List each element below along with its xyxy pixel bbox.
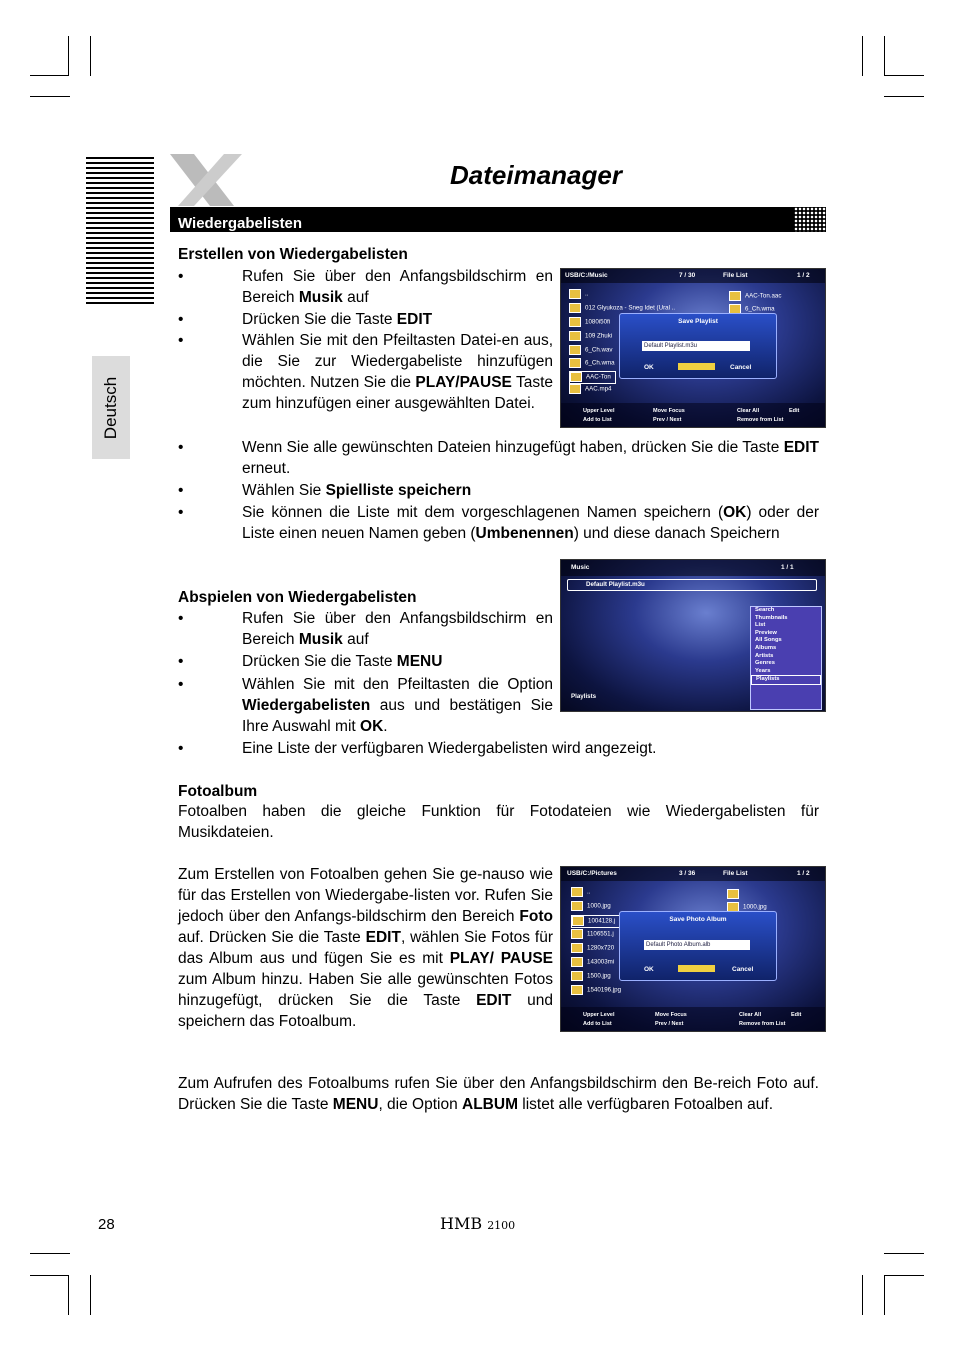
crop-mark bbox=[862, 36, 863, 76]
screen-list-title: File List bbox=[723, 870, 748, 877]
section1-bullet-5: Wählen Sie Spielliste speichern bbox=[242, 482, 472, 499]
save-playlist-dialog bbox=[619, 313, 777, 379]
music-file-icon bbox=[569, 331, 581, 341]
section2-heading: Abspielen von Wiedergabelisten bbox=[178, 589, 417, 606]
file-item: 109 Zhuki bbox=[585, 332, 613, 340]
crop-mark bbox=[30, 1253, 70, 1254]
section3-intro: Fotoalben haben die gleiche Funktion für Fotodateien wie Wiedergabelisten für Musikdateien. bbox=[178, 803, 819, 841]
save-photo-album-dialog bbox=[619, 911, 777, 981]
file-item: 1540196.jpg bbox=[587, 986, 622, 994]
dialog-cancel-button: Cancel bbox=[730, 364, 752, 371]
music-file-icon bbox=[569, 303, 581, 313]
section-bar-dots bbox=[794, 207, 826, 232]
screen-list-count: 1 / 2 bbox=[797, 870, 810, 877]
bullet: • bbox=[178, 653, 184, 670]
screen-topbar bbox=[561, 867, 825, 881]
crop-mark bbox=[884, 96, 924, 97]
crop-mark bbox=[884, 75, 924, 76]
menu-item: Thumbnails bbox=[755, 614, 788, 621]
image-file-icon bbox=[571, 943, 583, 953]
crop-mark bbox=[30, 75, 69, 76]
hint-label: Add to List bbox=[583, 1021, 612, 1027]
crop-mark bbox=[30, 96, 70, 97]
file-item: 143003mi bbox=[587, 958, 615, 966]
section3-paragraph-1: Zum Erstellen von Fotoalben gehen Sie ge-nauso wie für das Erstellen von Wiedergabe-listen vor. Rufen Sie jedoch über den Anfangs-bildschirm den Bereich Foto auf. Drücken Sie die Taste EDIT, wählen Sie Fotos für das Album aus und fügen Sie es mit PLAY/ PAUSE zum Album hinzu. Haben Sie alle gewünschten Fotos hinzugefügt, drücken Sie die Taste EDIT und speichern das Fotoalbum. bbox=[178, 866, 553, 1030]
file-item: 6_Ch.wma bbox=[585, 359, 615, 367]
screenshot-save-playlist bbox=[560, 268, 826, 428]
music-file-icon bbox=[569, 358, 581, 368]
screenshot-music-menu bbox=[560, 559, 826, 712]
hint-label: Clear All bbox=[739, 1012, 762, 1018]
file-item: 012 Glyukoza - Sneg Idet (Ural .. bbox=[585, 304, 676, 312]
bullet: • bbox=[178, 332, 184, 349]
bullet: • bbox=[178, 439, 184, 456]
dialog-name-field: Default Photo Album.alb bbox=[644, 940, 750, 950]
bullet: • bbox=[178, 268, 184, 285]
folder-icon bbox=[571, 887, 583, 897]
section3-heading: Fotoalbum bbox=[178, 783, 258, 800]
menu-item: Albums bbox=[755, 644, 777, 651]
crop-mark bbox=[90, 36, 91, 76]
screen-footer-label: Playlists bbox=[571, 693, 597, 700]
music-file-icon bbox=[570, 372, 582, 382]
bullet: • bbox=[178, 482, 184, 499]
menu-item: All Songs bbox=[755, 637, 782, 644]
crop-mark bbox=[884, 36, 885, 76]
crop-mark bbox=[862, 1275, 863, 1315]
screen-list-count: 1 / 2 bbox=[797, 272, 810, 279]
file-item: 1106551.j bbox=[587, 930, 614, 938]
bullet: • bbox=[178, 740, 184, 757]
language-tab-label: Deutsch bbox=[101, 376, 120, 439]
crop-mark bbox=[90, 1275, 91, 1315]
section2-bullet-3: Wählen Sie mit den Pfeiltasten die Option Wiedergabelisten aus und bestätigen Sie Ihre Auswahl mit OK. bbox=[242, 676, 553, 735]
crop-mark bbox=[30, 1275, 69, 1276]
dialog-ok-button: OK bbox=[644, 364, 654, 371]
file-item: AAC-Ton bbox=[586, 373, 611, 381]
folder-icon bbox=[727, 889, 739, 899]
language-tab bbox=[92, 356, 130, 459]
file-item: 1280x720 bbox=[587, 944, 615, 952]
file-item: AAC.mp4 bbox=[585, 385, 612, 393]
dialog-name-field: Default Playlist.m3u bbox=[642, 341, 750, 351]
menu-item: Years bbox=[755, 667, 771, 674]
menu-item: Preview bbox=[755, 629, 777, 636]
page-number: 28 bbox=[98, 1216, 115, 1233]
hint-label: Prev / Next bbox=[653, 417, 682, 423]
brand-name: HMB bbox=[440, 1214, 483, 1233]
bullet: • bbox=[178, 610, 184, 627]
crop-mark bbox=[884, 1275, 885, 1315]
crop-mark bbox=[68, 1275, 69, 1315]
section1-bullet-6: Sie können die Liste mit dem vorgeschlagenen Namen speichern (OK) oder der Liste einen neuen Namen geben (Umbenennen) und diese danach Speichern bbox=[242, 504, 819, 542]
image-file-icon bbox=[571, 985, 583, 995]
bullet: • bbox=[178, 676, 184, 693]
image-file-icon bbox=[571, 929, 583, 939]
screenshot-save-photo-album bbox=[560, 866, 826, 1032]
hint-label: Clear All bbox=[737, 408, 760, 414]
hint-label: Remove from List bbox=[739, 1021, 786, 1027]
header-stripes bbox=[86, 157, 154, 307]
screen-title: Music bbox=[571, 564, 590, 571]
screen-topbar bbox=[561, 560, 825, 576]
hint-label: Move Focus bbox=[653, 408, 685, 414]
crop-mark bbox=[68, 36, 69, 76]
file-item: .. bbox=[585, 290, 589, 298]
hint-label: Upper Level bbox=[583, 1012, 615, 1018]
model-number: 2100 bbox=[487, 1219, 516, 1232]
list-file-item: 1000.jpg bbox=[743, 903, 767, 911]
file-item: 1080i50fi bbox=[585, 318, 611, 326]
section1-heading: Erstellen von Wiedergabelisten bbox=[178, 246, 408, 263]
section2-bullet-4: Eine Liste der verfügbaren Wiedergabelisten wird angezeigt. bbox=[242, 740, 657, 757]
playlist-item: Default Playlist.m3u bbox=[567, 579, 817, 591]
dialog-rename-button: Rename bbox=[678, 363, 715, 370]
section1-bullet-2: Drücken Sie die Taste EDIT bbox=[242, 311, 433, 328]
dialog-ok-button: OK bbox=[644, 966, 654, 973]
screen-topbar bbox=[561, 269, 825, 283]
menu-item: Artists bbox=[755, 652, 774, 659]
hint-label: Upper Level bbox=[583, 408, 615, 414]
file-item: 1000.jpg bbox=[587, 902, 611, 910]
section2-bullet-1: Rufen Sie über den Anfangsbildschirm en Bereich Musik auf bbox=[242, 610, 553, 648]
file-item: 6_Ch.wav bbox=[585, 346, 613, 354]
product-brand bbox=[440, 1214, 515, 1233]
image-file-icon bbox=[572, 916, 584, 926]
dialog-title: Save Photo Album bbox=[669, 916, 727, 923]
screen-count: 1 / 1 bbox=[781, 564, 794, 571]
context-menu bbox=[750, 606, 822, 710]
hint-label: Remove from List bbox=[737, 417, 784, 423]
page-title: Dateimanager bbox=[450, 160, 622, 190]
hint-label: Edit bbox=[791, 1012, 802, 1018]
list-file-item: 6_Ch.wma bbox=[745, 305, 775, 313]
section2-bullet-2: Drücken Sie die Taste MENU bbox=[242, 653, 443, 670]
dialog-rename-button: Rename bbox=[678, 965, 715, 972]
menu-item: List bbox=[755, 622, 766, 629]
music-file-icon bbox=[569, 384, 581, 394]
screen-list-title: File List bbox=[723, 272, 748, 279]
dialog-cancel-button: Cancel bbox=[732, 966, 754, 973]
music-file-icon bbox=[729, 291, 741, 301]
hint-label: Move Focus bbox=[655, 1012, 687, 1018]
screen-hint-bar bbox=[561, 1007, 825, 1031]
brand-logo-x bbox=[164, 150, 254, 210]
file-item: 1500.jpg bbox=[587, 972, 611, 980]
section1-bullet-4: Wenn Sie alle gewünschten Dateien hinzugefügt haben, drücken Sie die Taste EDIT erneut. bbox=[242, 439, 819, 477]
list-file-item: AAC-Ton.aac bbox=[745, 292, 782, 300]
bullet: • bbox=[178, 311, 184, 328]
dialog-title: Save Playlist bbox=[678, 318, 718, 325]
screen-path: USB/C:/Music bbox=[565, 272, 608, 279]
bullet: • bbox=[178, 504, 184, 521]
hint-label: Add to List bbox=[583, 417, 612, 423]
section1-bullet-1: Rufen Sie über den Anfangsbildschirm en Bereich Musik auf bbox=[242, 268, 553, 306]
image-file-icon bbox=[571, 957, 583, 967]
menu-item-selected: Playlists bbox=[751, 675, 821, 685]
folder-icon bbox=[569, 289, 581, 299]
menu-item: Genres bbox=[755, 660, 775, 667]
file-item: 1004128.j bbox=[588, 917, 616, 925]
image-file-icon bbox=[571, 901, 583, 911]
menu-item: Search bbox=[755, 607, 775, 613]
screen-path: USB/C:/Pictures bbox=[567, 870, 617, 877]
section-bar-title: Wiedergabelisten bbox=[178, 215, 303, 232]
section3-paragraph-2: Zum Aufrufen des Fotoalbums rufen Sie über den Anfangsbildschirm den Be-reich Foto auf. Drücken Sie die Taste MENU, die Option ALBUM listet alle verfügbaren Fotoalben auf. bbox=[178, 1075, 819, 1113]
image-file-icon bbox=[571, 971, 583, 981]
screen-count: 3 / 36 bbox=[679, 870, 696, 877]
crop-mark bbox=[884, 1253, 924, 1254]
hint-label: Edit bbox=[789, 408, 800, 414]
music-file-icon bbox=[569, 345, 581, 355]
crop-mark bbox=[884, 1275, 924, 1276]
hint-label: Prev / Next bbox=[655, 1021, 684, 1027]
screen-hint-bar bbox=[561, 403, 825, 427]
music-file-icon bbox=[569, 317, 581, 327]
screen-count: 7 / 30 bbox=[679, 272, 696, 279]
section1-bullet-3: Wählen Sie mit den Pfeiltasten Datei-en aus, die Sie zur Wiedergabeliste hinzufügen möchten. Nutzen Sie die PLAY/PAUSE Taste zum hinzufügen einer ausgewählten Datei. bbox=[242, 332, 553, 412]
section-bar bbox=[170, 207, 826, 232]
file-item: .. bbox=[587, 888, 591, 896]
